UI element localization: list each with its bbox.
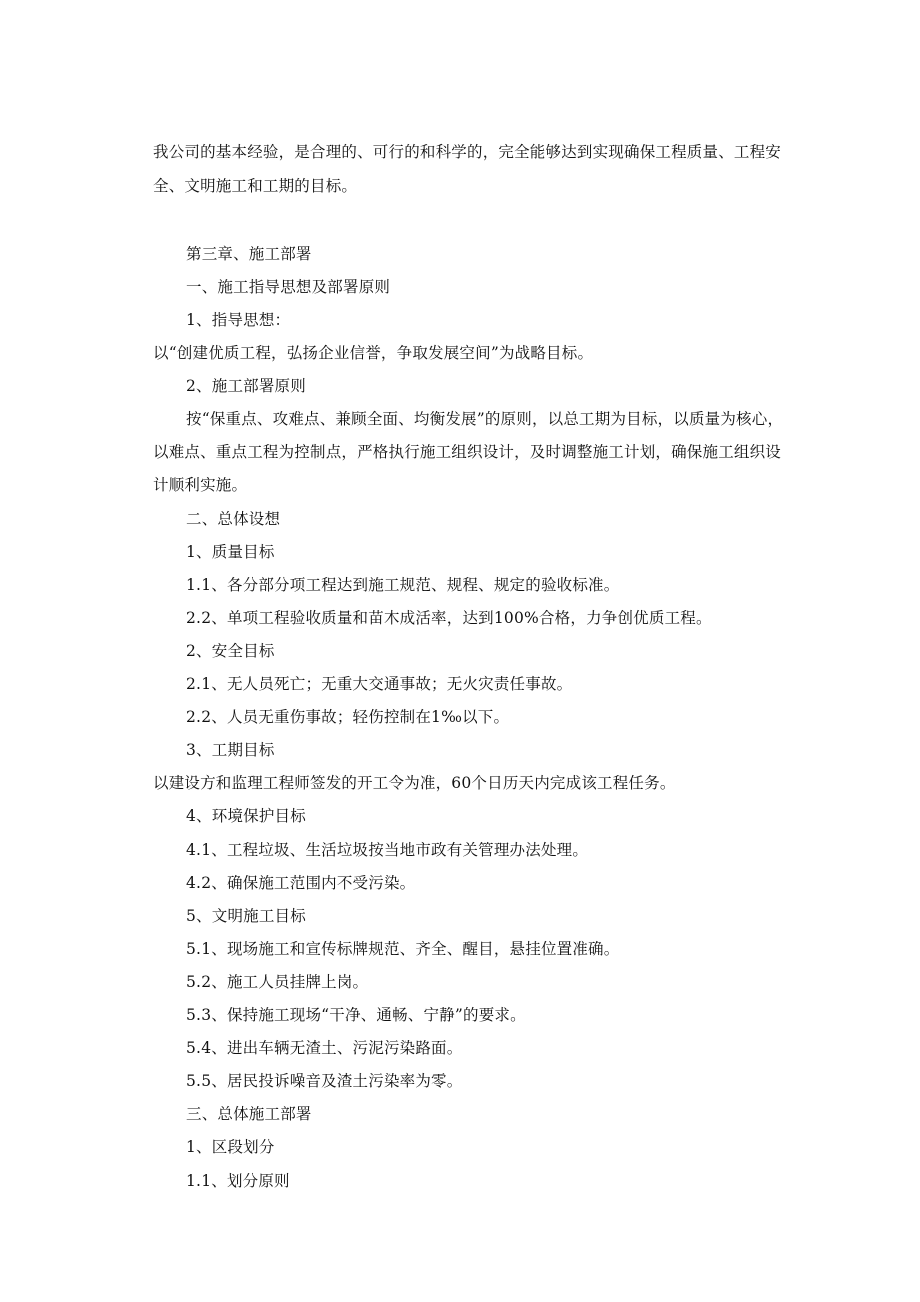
intro-line-1: 我公司的基本经验，是合理的、可行的和科学的，完全能够达到实现确保工程质量、工程安: [153, 143, 782, 161]
paragraph-guiding-idea: 以“创建优质工程，弘扬企业信誉，争取发展空间”为战略目标。: [153, 344, 594, 362]
list-item-safety-1: 2.1、无人员死亡；无重大交通事故；无火灾责任事故。: [186, 675, 573, 693]
section-heading-3: 三、总体施工部署: [186, 1105, 312, 1123]
paragraph-principle-line-3: 计顺利实施。: [153, 476, 248, 494]
list-item-civilized-2: 5.2、施工人员挂牌上岗。: [186, 973, 369, 991]
paragraph-schedule: 以建设方和监理工程师签发的开工令为准，60个日历天内完成该工程任务。: [153, 774, 676, 792]
intro-line-2: 全、文明施工和工期的目标。: [153, 177, 358, 195]
list-item-civilized-3: 5.3、保持施工现场“干净、通畅、宁静”的要求。: [186, 1006, 526, 1024]
section-heading-1: 一、施工指导思想及部署原则: [186, 278, 391, 296]
subheading-environment: 4、环境保护目标: [186, 807, 306, 825]
list-item-civilized-1: 5.1、现场施工和宣传标牌规范、齐全、醒目，悬挂位置准确。: [186, 940, 620, 958]
list-item-civilized-4: 5.4、进出车辆无渣土、污泥污染路面。: [186, 1039, 463, 1057]
list-item-quality-1: 1.1、各分部分项工程达到施工规范、规程、规定的验收标准。: [186, 576, 620, 594]
subheading-zoning: 1、区段划分: [186, 1138, 275, 1156]
list-item-zoning-principle: 1.1、划分原则: [186, 1172, 290, 1190]
chapter-title: 第三章、施工部署: [186, 245, 312, 263]
list-item-quality-2: 2.2、单项工程验收质量和苗木成活率，达到100%合格，力争创优质工程。: [186, 609, 712, 627]
list-item-environment-2: 4.2、确保施工范围内不受污染。: [186, 874, 416, 892]
section-heading-2: 二、总体设想: [186, 510, 281, 528]
paragraph-principle-line-2: 以难点、重点工程为控制点，严格执行施工组织设计，及时调整施工计划，确保施工组织设: [153, 443, 782, 461]
list-item-safety-2: 2.2、人员无重伤事故；轻伤控制在1‰以下。: [186, 708, 510, 726]
subheading-deployment-principle: 2、施工部署原则: [186, 377, 306, 395]
subheading-schedule: 3、工期目标: [186, 741, 275, 759]
list-item-environment-1: 4.1、工程垃圾、生活垃圾按当地市政有关管理办法处理。: [186, 841, 589, 859]
list-item-civilized-5: 5.5、居民投诉噪音及渣土污染率为零。: [186, 1072, 463, 1090]
subheading-safety: 2、安全目标: [186, 642, 275, 660]
subheading-quality: 1、质量目标: [186, 543, 275, 561]
paragraph-principle-line-1: 按“保重点、攻难点、兼顾全面、均衡发展”的原则，以总工期为目标，以质量为核心，: [186, 410, 784, 428]
subheading-civilized: 5、文明施工目标: [186, 907, 306, 925]
subheading-guiding-idea: 1、指导思想：: [186, 311, 291, 329]
